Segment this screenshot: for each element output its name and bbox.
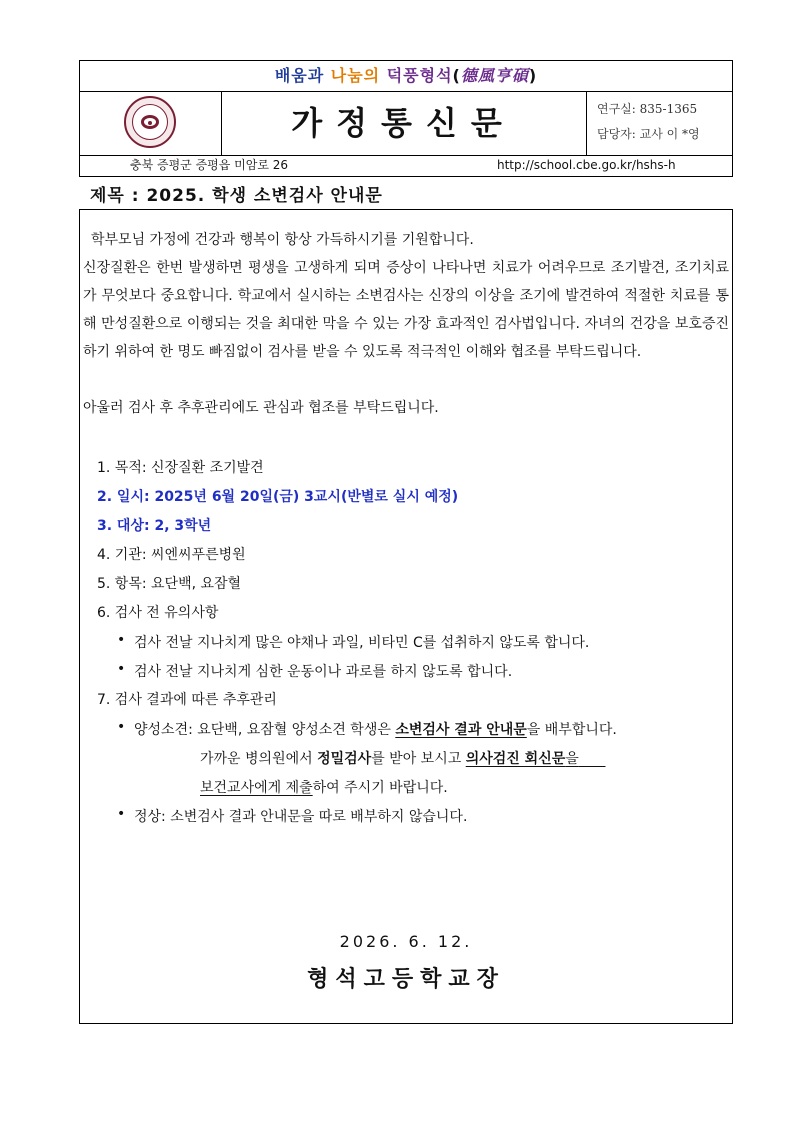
cont1-text-b: 를 받아 보시고: [371, 751, 466, 767]
list-item-institution: 4. 기관: 씨엔씨푸른병원: [97, 547, 246, 563]
closing-line: 아울러 검사 후 추후관리에도 관심과 협조를 부탁드립니다.: [83, 400, 439, 416]
motto-paren-close: ): [528, 66, 538, 85]
list-item-purpose: 1. 목적: 신장질환 조기발견: [97, 460, 264, 476]
list-item-precautions: 6. 검사 전 유의사항: [97, 605, 219, 621]
school-address: 충북 증평군 증평읍 미암로 26: [130, 158, 289, 172]
body-box: [79, 209, 733, 1024]
main-paragraph: 신장질환은 한번 발생하면 평생을 고생하게 되며 증상이 나타나면 치료가 어려우므로 조기발견, 조기치료가 무엇보다 중요합니다. 학교에서 실시하는 소변검사는 신장의 이상을 조기에 발견하여 적절한 치료를 통해 만성질환으로 이행되는 것을 최대한 막을 수 있는 가장 효과적인 검사법입니다. 자녀의 건강을 보호증진하기 위하여 한 명도 빠짐없이 검사를 받을 수 있도록 적극적인 이해와 협조를 부탁드립니다.: [83, 260, 729, 360]
precaution-bullet-2: [117, 661, 512, 681]
motto-word-1: 배움과: [274, 66, 325, 85]
newsletter-header: [79, 60, 733, 177]
cont1-underlined: 의사검진 회신문: [465, 751, 566, 767]
school-url: http://school.cbe.go.kr/hshs-h: [497, 158, 676, 172]
motto-word-2: 나눔의: [330, 66, 381, 85]
precaution-text-2: 검사 전날 지나치게 심한 운동이나 과로를 하지 않도록 합니다.: [134, 664, 513, 680]
school-emblem-icon: [124, 96, 176, 148]
contact-info: [586, 91, 732, 155]
list-item-date: 2. 일시: 2025년 6월 20일(금) 3교시(반별로 실시 예정): [97, 489, 459, 505]
greeting: [83, 226, 729, 254]
contact-person: 담당자: 교사 이 *영: [597, 127, 700, 141]
followup-bullet-positive: [117, 719, 617, 739]
positive-text-b: 을 배부합니다.: [526, 722, 617, 738]
list-item-tests: 5. 항목: 요단백, 요잠혈: [97, 576, 242, 592]
principal-signature: 형석고등학교장: [307, 966, 505, 992]
followup-continuation-2: [200, 777, 448, 797]
cont2-underlined: 보건교사에게 제출: [200, 780, 313, 796]
list-item-followup: 7. 검사 결과에 따른 추후관리: [97, 692, 277, 708]
greeting-text: 학부모님 가정에 건강과 행복이 항상 가득하시기를 기원합니다.: [91, 232, 474, 248]
normal-text: 정상: 소변검사 결과 안내문을 따로 배부하지 않습니다.: [134, 809, 468, 825]
cont1-bold: 정밀검사: [317, 751, 372, 767]
school-motto: [80, 61, 732, 92]
positive-text-a: 양성소견: 요단백, 요잠혈 양성소견 학생은: [134, 722, 396, 738]
precaution-bullet-1: [117, 632, 589, 652]
page-title: 가정통신문: [221, 91, 587, 155]
followup-continuation-1: [200, 748, 605, 768]
motto-paren-open: (: [452, 66, 461, 85]
positive-text-underlined: 소변검사 결과 안내문: [395, 722, 527, 738]
motto-word-3: 덕풍형석: [386, 66, 453, 85]
precaution-text-1: 검사 전날 지나치게 많은 야채나 과일, 비타민 C를 섭취하지 않도록 합니다.: [134, 635, 590, 651]
contact-phone: 연구실: 835-1365: [597, 102, 698, 116]
issue-date: 2026. 6. 12.: [339, 932, 473, 951]
followup-bullet-normal: [117, 806, 467, 826]
motto-hanja: 德風亨碩: [460, 66, 529, 85]
logo-cell: [80, 91, 222, 155]
title-row: [80, 91, 732, 156]
cont1-text-a: 가까운 병의원에서: [200, 751, 318, 767]
cont2-text: 하여 주시기 바랍니다.: [312, 780, 448, 796]
list-item-target: 3. 대상: 2, 3학년: [97, 518, 212, 534]
address-row: [80, 155, 732, 176]
cont1-text-c: 을: [565, 751, 579, 767]
subject-line: 제목 : 2025. 학생 소변검사 안내문: [90, 186, 383, 206]
